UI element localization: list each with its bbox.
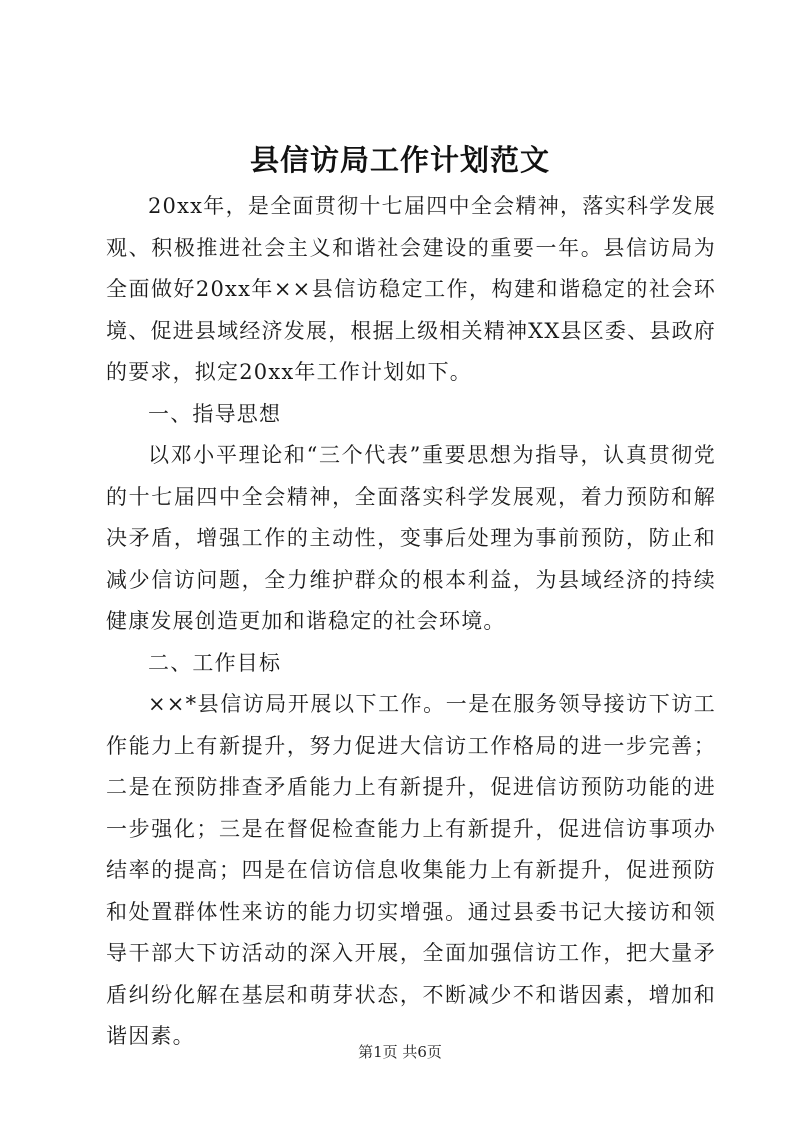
paragraph-work-goals: ××*县信访局开展以下工作。一是在服务领导接访下访工作能力上有新提升，努力促进大信访工作格局的进一步完善；二是在预防排查矛盾能力上有新提升，促进信访预防功能的进一步强化；三是在督促检查能力上有新提升，促进信访事项办结率的提高；四是在信访信息收集能力上有新提升，促进预防和处置群体性来访的能力切实增强。通过县委书记大接访和领导干部大下访活动的深入开展，全面加强信访工作，把大量矛盾纠纷化解在基层和萌芽状态，不断减少不和谐因素，增加和谐因素。 <box>106 692 716 1048</box>
section-heading-work-goals: 二、工作目标 <box>148 650 282 675</box>
section-heading-guiding-ideology: 一、指导思想 <box>148 401 282 426</box>
page-number-footer: 第1页 共6页 <box>358 1043 442 1061</box>
paragraph-intro: 20xx年，是全面贯彻十七届四中全会精神，落实科学发展观、积极推进社会主义和谐社会建设的重要一年。县信访局为全面做好20xx年××县信访稳定工作，构建和谐稳定的社会环境、促进县域经济发展，根据上级相关精神XX县区委、县政府的要求，拟定20xx年工作计划如下。 <box>106 194 716 384</box>
document-body <box>106 186 716 1058</box>
document-title: 县信访局工作计划范文 <box>249 143 550 177</box>
paragraph-guiding-ideology: 以邓小平理论和“三个代表”重要思想为指导，认真贯彻党的十七届四中全会精神，全面落实科学发展观，着力预防和解决矛盾，增强工作的主动性，变事后处理为事前预防，防止和减少信访问题，全力维护群众的根本利益，为县域经济的持续健康发展创造更加和谐稳定的社会环境。 <box>106 443 716 633</box>
